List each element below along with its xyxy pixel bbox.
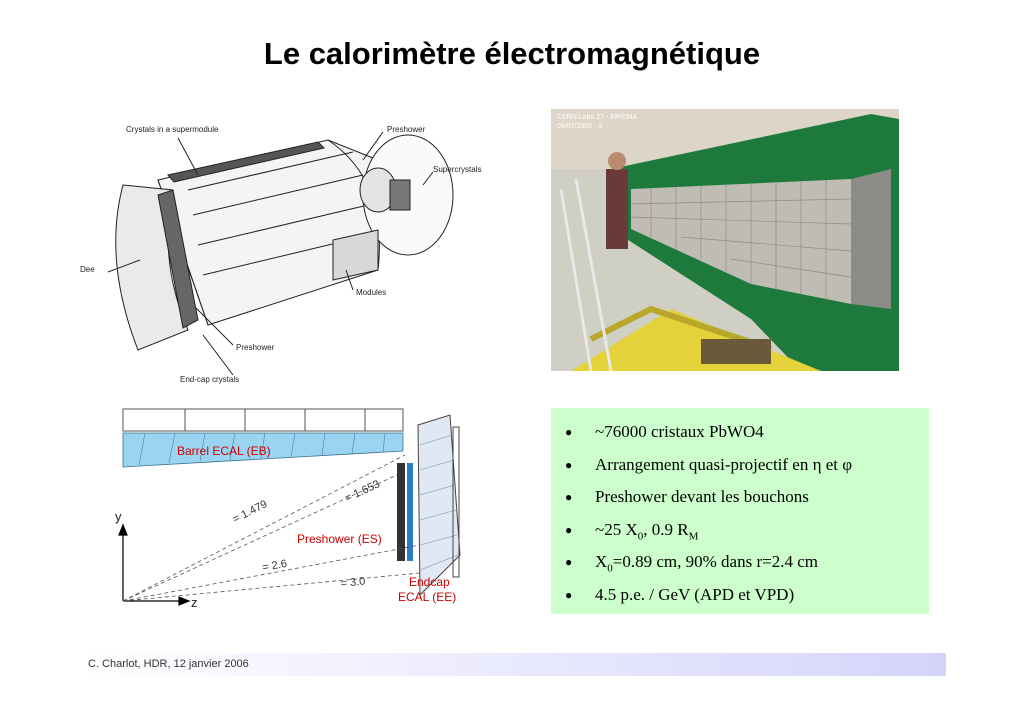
- supermodule-photo: [551, 109, 899, 371]
- ecal-quadrant-diagram: [115, 405, 475, 610]
- bullet-icon: ●: [565, 490, 573, 505]
- label-preshower-top: Preshower: [387, 125, 426, 134]
- slide-title: Le calorimètre électromagnétique: [263, 36, 761, 71]
- barrel-ecal-label: Barrel ECAL (EB): [177, 444, 271, 458]
- bullet-icon: ●: [565, 457, 573, 472]
- bullet-icon: ●: [565, 425, 573, 439]
- slide-footer: [80, 653, 946, 676]
- eta-26-label: = 2.6: [261, 557, 288, 574]
- eta-1479-label: = 1.479: [230, 498, 270, 526]
- ecal-facts-list: [551, 408, 929, 614]
- photo-caption-line2: 09/07/2002 - 3: [557, 123, 603, 130]
- radiation-length-item: ~25 $X_0$, 0.9 $R_M$: [595, 519, 699, 543]
- eta-30-label: = 3.0: [340, 575, 366, 590]
- bullet-icon: ●: [565, 555, 573, 570]
- label-dee: Dee: [80, 265, 95, 274]
- ecal-facts-box: [551, 408, 929, 614]
- list-item: [565, 516, 929, 549]
- footer-text: C. Charlot, HDR, 12 janvier 2006: [88, 658, 249, 670]
- list-item: ● ~76000 cristaux PbWO4: [565, 418, 929, 451]
- list-item: ● Preshower devant les bouchons: [565, 483, 929, 516]
- ecal-cutaway-diagram: [78, 120, 508, 388]
- photo-caption-line1: CERN Labo 27 - EP/CMA: [557, 114, 638, 121]
- list-item: ● 4.5 p.e. / GeV (APD et VPD): [565, 581, 929, 614]
- list-item: [565, 548, 929, 581]
- label-endcap-crystals: End-cap crystals: [180, 375, 240, 384]
- bullet-icon: ●: [565, 522, 573, 537]
- preshower-es-label: Preshower (ES): [297, 532, 382, 546]
- eta-1653-label: = 1.653: [343, 478, 382, 505]
- axis-y-label: y: [115, 509, 122, 524]
- axis-z-label: z: [191, 595, 198, 610]
- endcap-label-1: Endcap: [409, 575, 450, 589]
- label-supercrystals: Supercrystals: [433, 165, 482, 174]
- x0-item: $X_0=0.89$ cm, 90% dans r=2.4 cm: [595, 552, 818, 575]
- bullet-icon: ●: [565, 587, 573, 602]
- label-modules: Modules: [356, 288, 387, 297]
- endcap-label-2: ECAL (EE): [398, 590, 457, 604]
- list-item: ● Arrangement quasi-projectif en η et φ: [565, 451, 929, 484]
- label-preshower-bottom: Preshower: [236, 343, 275, 352]
- label-crystals: Crystals in a supermodule: [126, 125, 219, 134]
